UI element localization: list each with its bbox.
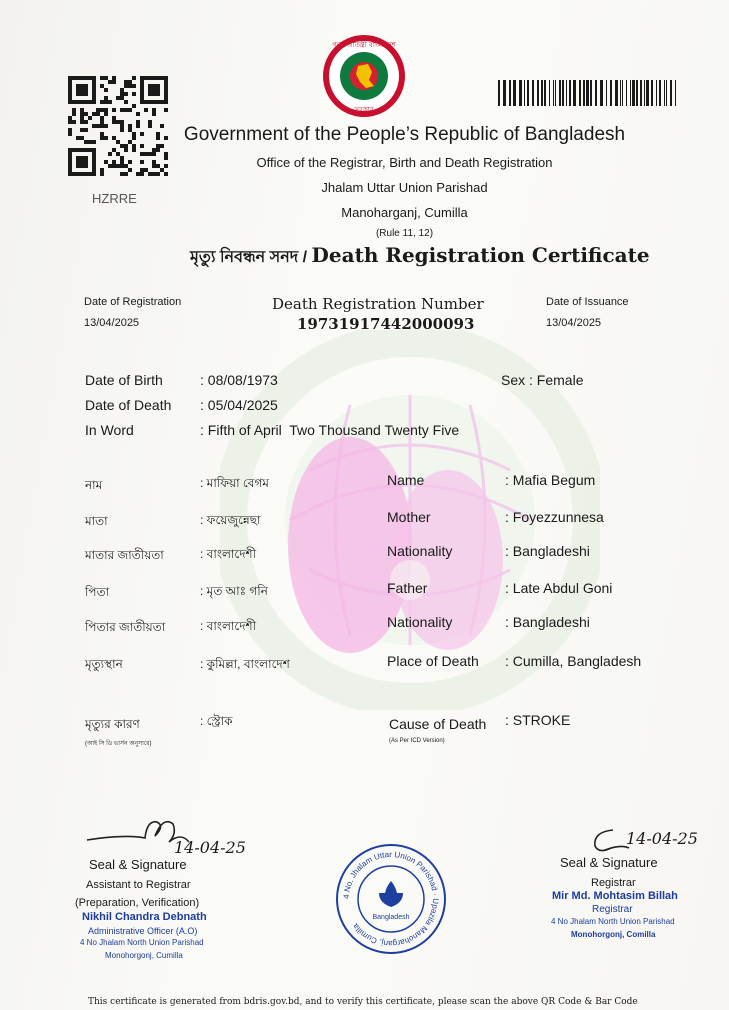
gov-title: Government of the People’s Republic of Bangladesh [183, 124, 626, 145]
cause-en-value: : STROKE [505, 712, 571, 728]
date-of-registration: 13/04/2025 [84, 317, 140, 329]
date-of-registration-label: Date of Registration [84, 296, 182, 308]
barcode [498, 80, 678, 106]
cause-bn-value: : স্ট্রোক [200, 714, 233, 728]
union-parishad-stamp [335, 843, 447, 955]
office-name: Office of the Registrar, Birth and Death Registration [256, 155, 553, 170]
government-logo-icon [322, 34, 406, 118]
name-en-label: Name [387, 472, 425, 488]
right-role: Registrar [591, 877, 636, 889]
place-of-death-en-value: : Cumilla, Bangladesh [505, 653, 642, 669]
cause-bn-label: মৃত্যুর কারণ [85, 717, 140, 731]
dod-value: : 05/04/2025 [200, 397, 278, 413]
mother-en-label: Mother [387, 509, 431, 525]
cause-en-note: (As Per ICD Version) [389, 738, 445, 744]
right-seal-label: Seal & Signature [560, 855, 658, 870]
left-org: 4 No Jhalam North Union Parishad [80, 938, 204, 947]
footer-note: This certificate is generated from bdris.gov.bd, and to verify this certificate, please scan the above QR Code & Bar Code [88, 997, 638, 1007]
registration-number: 19731917442000093 [297, 315, 475, 333]
left-title: Administrative Officer (A.O) [88, 926, 198, 936]
right-org: 4 No Jhalam North Union Parishad [551, 917, 675, 926]
name-bn-value: : মাফিয়া বেগম [200, 476, 269, 490]
name-en-value: : Mafia Begum [505, 472, 596, 488]
mother-nationality-en-value: : Bangladeshi [505, 543, 590, 559]
left-name: Nikhil Chandra Debnath [82, 911, 207, 923]
father-nationality-en-value: : Bangladeshi [505, 614, 590, 630]
place-of-death-bn-label: মৃত্যুস্থান [85, 657, 123, 671]
union-name: Jhalam Uttar Union Parishad [321, 180, 488, 195]
cause-bn-note: (আই সি ডি ভার্সন অনুসারে) [85, 741, 152, 747]
location: Manoharganj, Cumilla [341, 205, 468, 220]
certificate-title [190, 243, 650, 271]
date-of-issuance-label: Date of Issuance [546, 296, 629, 308]
left-place: Monohorgonj, Cumilla [105, 951, 183, 960]
right-handwritten-date: 14-04-25 [626, 829, 698, 848]
mother-bn-value: : ফয়েজুন্নেছা [200, 513, 261, 527]
registration-number-label: Death Registration Number [272, 295, 484, 313]
inword-value: : Fifth of April Two Thousand Twenty Five [200, 422, 460, 438]
certificate-title-en: Death Registration Certificate [311, 243, 650, 267]
certificate-title-bn: মৃত্যু নিবন্ধন সনদ / [190, 249, 312, 266]
mother-nationality-bn-value: : বাংলাদেশী [200, 547, 257, 561]
father-bn-label: পিতা [85, 585, 110, 599]
mother-nationality-en-label: Nationality [387, 543, 453, 559]
father-nationality-bn-label: পিতার জাতীয়তা [85, 620, 166, 634]
father-en-value: : Late Abdul Goni [505, 580, 613, 596]
stamp-center-text: Bangladesh [372, 914, 410, 921]
date-of-issuance: 13/04/2025 [546, 317, 602, 329]
cause-en-label: Cause of Death [389, 716, 487, 732]
father-nationality-en-label: Nationality [387, 614, 453, 630]
dob-value: : 08/08/1973 [200, 372, 278, 388]
rule: (Rule 11, 12) [375, 228, 434, 239]
left-role2: (Preparation, Verification) [75, 897, 200, 909]
left-handwritten-date: 14-04-25 [174, 838, 246, 857]
left-role: Assistant to Registrar [86, 879, 191, 891]
name-bn-label: নাম [85, 478, 103, 492]
father-nationality-bn-value: : বাংলাদেশী [200, 619, 257, 633]
father-en-label: Father [387, 580, 428, 596]
stamp-ring-text: 4 No. Jhalam Uttar Union Parishad · Upazila Manoharganj, Cumilla [341, 849, 441, 949]
mother-en-value: : Foyezzunnesa [505, 509, 604, 525]
dob-label: Date of Birth [85, 372, 163, 388]
place-of-death-bn-value: : কুমিল্লা, বাংলাদেশ [200, 657, 290, 671]
right-place: Monohorgonj, Comilla [571, 930, 656, 939]
mother-bn-label: মাতা [85, 514, 108, 528]
father-bn-value: : মৃত আঃ গনি [200, 584, 268, 598]
place-of-death-en-label: Place of Death [387, 653, 479, 669]
logo-text-bottom: সরকার [354, 106, 374, 114]
inword-label: In Word [85, 422, 134, 438]
right-title: Registrar [592, 904, 633, 915]
sex-value: Sex : Female [501, 372, 584, 388]
logo-text-top: গণপ্রজাতন্ত্রী বাংলাদেশ [332, 41, 396, 49]
right-name: Mir Md. Mohtasim Billah [552, 890, 678, 902]
left-seal-label: Seal & Signature [89, 857, 187, 872]
dod-label: Date of Death [85, 397, 172, 413]
mother-nationality-bn-label: মাতার জাতীয়তা [85, 548, 164, 562]
qr-code-text: HZRRE [92, 191, 137, 206]
